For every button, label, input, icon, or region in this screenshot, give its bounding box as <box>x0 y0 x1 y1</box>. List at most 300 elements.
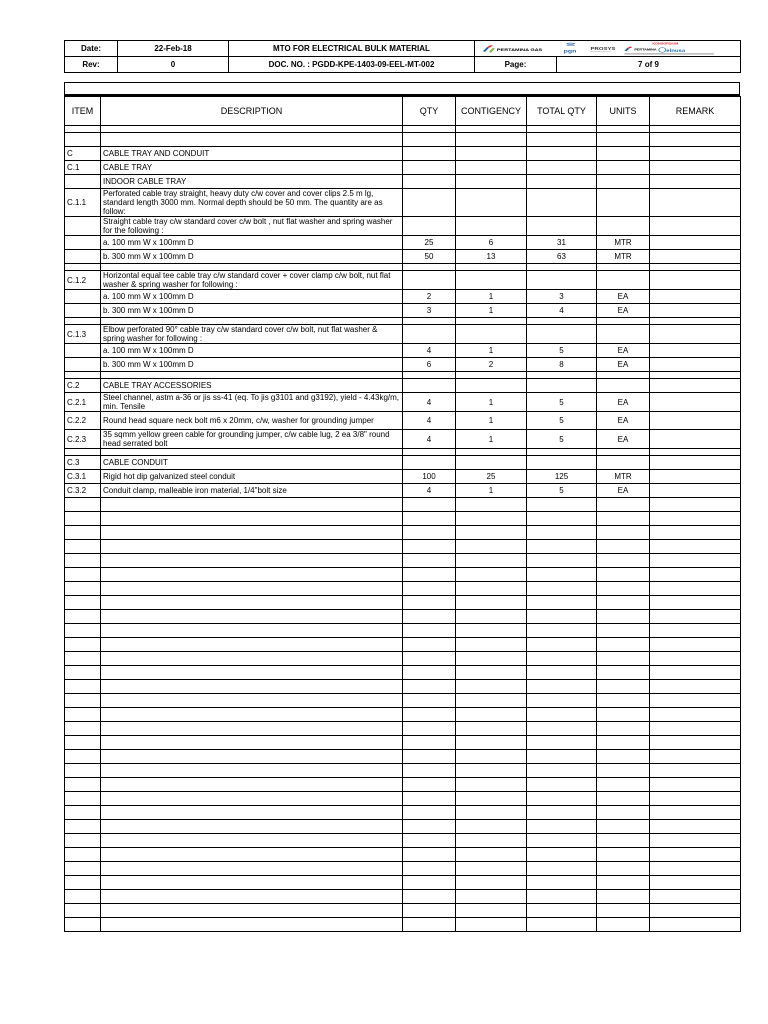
total-qty-cell <box>527 918 597 932</box>
total-qty-cell <box>527 624 597 638</box>
contigency-cell <box>456 862 527 876</box>
item-cell <box>65 624 101 638</box>
units-cell: EA <box>597 484 650 498</box>
description-cell: a. 100 mm W x 100mm D <box>101 236 403 250</box>
prosys-text: PROSYS <box>590 46 616 52</box>
table-row <box>65 189 741 217</box>
units-cell <box>597 736 650 750</box>
total-qty-cell: 125 <box>527 470 597 484</box>
item-cell <box>65 568 101 582</box>
contigency-cell <box>456 161 527 175</box>
qty-cell <box>403 596 456 610</box>
total-qty-cell <box>527 652 597 666</box>
remark-cell <box>650 848 741 862</box>
blank-row <box>65 666 741 680</box>
contigency-cell <box>456 189 527 217</box>
table-row <box>65 325 741 344</box>
description-cell: a. 100 mm W x 100mm D <box>101 290 403 304</box>
blank-row <box>65 133 741 147</box>
blank-row <box>65 778 741 792</box>
table-row <box>65 304 741 318</box>
qty-cell: 50 <box>403 250 456 264</box>
col-header-contigency: CONTIGENCY <box>456 97 527 126</box>
blank-row <box>65 918 741 932</box>
remark-cell <box>650 722 741 736</box>
contigency-cell <box>456 890 527 904</box>
remark-cell <box>650 764 741 778</box>
description-cell <box>101 498 403 512</box>
qty-cell <box>403 175 456 189</box>
qty-cell: 2 <box>403 290 456 304</box>
description-cell <box>101 666 403 680</box>
units-cell <box>597 708 650 722</box>
remark-cell <box>650 876 741 890</box>
units-cell: EA <box>597 412 650 430</box>
description-cell: Conduit clamp, malleable iron material, 1/4"bolt size <box>101 484 403 498</box>
total-qty-cell: 31 <box>527 236 597 250</box>
description-cell: CABLE TRAY AND CONDUIT <box>101 147 403 161</box>
units-cell <box>597 175 650 189</box>
rev-value: 0 <box>118 57 229 73</box>
blank-row <box>65 624 741 638</box>
blank-row <box>65 750 741 764</box>
pertamina-gas-logo <box>483 45 542 53</box>
document-number: DOC. NO. : PGDD-KPE-1403-09-EEL-MT-002 <box>229 57 475 73</box>
qty-cell <box>403 318 456 325</box>
units-cell <box>597 652 650 666</box>
qty-cell <box>403 680 456 694</box>
remark-cell <box>650 652 741 666</box>
contigency-cell: 1 <box>456 393 527 412</box>
blank-row <box>65 904 741 918</box>
total-qty-cell <box>527 133 597 147</box>
contigency-cell <box>456 708 527 722</box>
description-cell: Horizontal equal tee cable tray c/w standard cover + cover clamp c/w bolt, nut flat washer & spring washer for following : <box>101 271 403 290</box>
contigency-cell <box>456 512 527 526</box>
qty-cell <box>403 624 456 638</box>
remark-cell <box>650 318 741 325</box>
total-qty-cell <box>527 834 597 848</box>
item-cell <box>65 806 101 820</box>
total-qty-cell <box>527 694 597 708</box>
units-cell <box>597 568 650 582</box>
item-cell <box>65 694 101 708</box>
item-cell <box>65 862 101 876</box>
remark-cell <box>650 554 741 568</box>
qty-cell <box>403 271 456 290</box>
blank-row <box>65 680 741 694</box>
contigency-cell <box>456 379 527 393</box>
units-cell <box>597 918 650 932</box>
contigency-cell <box>456 582 527 596</box>
remark-cell <box>650 344 741 358</box>
description-cell <box>101 722 403 736</box>
units-cell <box>597 372 650 379</box>
qty-cell <box>403 126 456 133</box>
units-cell <box>597 379 650 393</box>
blank-row <box>65 610 741 624</box>
remark-cell <box>650 264 741 271</box>
total-qty-cell: 5 <box>527 344 597 358</box>
description-cell <box>101 652 403 666</box>
units-cell <box>597 834 650 848</box>
qty-cell <box>403 372 456 379</box>
contigency-cell: 1 <box>456 430 527 449</box>
total-qty-cell <box>527 596 597 610</box>
description-cell <box>101 806 403 820</box>
units-cell <box>597 217 650 236</box>
contigency-cell <box>456 638 527 652</box>
col-header-units: UNITS <box>597 97 650 126</box>
item-cell <box>65 175 101 189</box>
qty-cell <box>403 610 456 624</box>
total-qty-cell <box>527 325 597 344</box>
item-cell <box>65 708 101 722</box>
qty-cell <box>403 904 456 918</box>
item-cell: C.2.1 <box>65 393 101 412</box>
remark-cell <box>650 736 741 750</box>
total-qty-cell <box>527 680 597 694</box>
total-qty-cell <box>527 862 597 876</box>
material-table <box>64 96 741 932</box>
item-cell: C.3.1 <box>65 470 101 484</box>
units-cell <box>597 596 650 610</box>
contigency-cell <box>456 133 527 147</box>
total-qty-cell <box>527 610 597 624</box>
total-qty-cell: 63 <box>527 250 597 264</box>
blank-row <box>65 890 741 904</box>
qty-cell <box>403 806 456 820</box>
item-cell <box>65 582 101 596</box>
units-cell <box>597 764 650 778</box>
units-cell: EA <box>597 290 650 304</box>
qty-cell <box>403 498 456 512</box>
contigency-cell <box>456 764 527 778</box>
remark-cell <box>650 271 741 290</box>
item-cell <box>65 250 101 264</box>
qty-cell <box>403 325 456 344</box>
contigency-cell: 13 <box>456 250 527 264</box>
blank-row <box>65 820 741 834</box>
description-cell <box>101 708 403 722</box>
total-qty-cell: 5 <box>527 393 597 412</box>
description-cell <box>101 554 403 568</box>
blank-row <box>65 498 741 512</box>
total-qty-cell <box>527 498 597 512</box>
qty-cell: 25 <box>403 236 456 250</box>
description-cell <box>101 694 403 708</box>
remark-cell <box>650 596 741 610</box>
item-cell <box>65 820 101 834</box>
units-cell <box>597 904 650 918</box>
units-cell <box>597 540 650 554</box>
contigency-cell <box>456 456 527 470</box>
total-qty-cell: 5 <box>527 430 597 449</box>
blank-row <box>65 722 741 736</box>
item-cell <box>65 372 101 379</box>
description-cell <box>101 568 403 582</box>
qty-cell <box>403 764 456 778</box>
description-cell <box>101 372 403 379</box>
contigency-cell: 2 <box>456 358 527 372</box>
contigency-cell <box>456 876 527 890</box>
blank-row <box>65 694 741 708</box>
qty-cell: 3 <box>403 304 456 318</box>
description-cell: Round head square neck bolt m6 x 20mm, c/w, washer for grounding jumper <box>101 412 403 430</box>
item-cell <box>65 848 101 862</box>
units-cell <box>597 862 650 876</box>
contigency-cell: 25 <box>456 470 527 484</box>
item-cell <box>65 680 101 694</box>
description-cell: 35 sqmm yellow green cable for grounding jumper, c/w cable lug, 2 ea 3/8" round head serrated bolt <box>101 430 403 449</box>
blank-row <box>65 652 741 666</box>
blank-row <box>65 554 741 568</box>
remark-cell <box>650 862 741 876</box>
contigency-cell <box>456 652 527 666</box>
total-qty-cell <box>527 372 597 379</box>
qty-cell <box>403 778 456 792</box>
units-cell: EA <box>597 430 650 449</box>
table-row <box>65 236 741 250</box>
contigency-cell <box>456 610 527 624</box>
description-cell <box>101 540 403 554</box>
contigency-cell: 1 <box>456 412 527 430</box>
blank-row <box>65 449 741 456</box>
total-qty-cell <box>527 848 597 862</box>
pgn-logo <box>564 43 577 54</box>
contigency-cell <box>456 792 527 806</box>
table-row <box>65 484 741 498</box>
total-qty-cell <box>527 568 597 582</box>
remark-cell <box>650 540 741 554</box>
blank-row <box>65 264 741 271</box>
qty-cell: 4 <box>403 412 456 430</box>
total-qty-cell <box>527 904 597 918</box>
description-cell: CABLE CONDUIT <box>101 456 403 470</box>
units-cell <box>597 554 650 568</box>
total-qty-cell <box>527 379 597 393</box>
qty-cell: 4 <box>403 430 456 449</box>
contigency-cell <box>456 736 527 750</box>
total-qty-cell <box>527 736 597 750</box>
units-cell <box>597 318 650 325</box>
remark-cell <box>650 498 741 512</box>
units-cell: MTR <box>597 250 650 264</box>
item-cell: C.2 <box>65 379 101 393</box>
remark-cell <box>650 526 741 540</box>
description-cell <box>101 862 403 876</box>
qty-cell <box>403 750 456 764</box>
description-cell <box>101 318 403 325</box>
total-qty-cell <box>527 750 597 764</box>
total-qty-cell <box>527 820 597 834</box>
rev-label: Rev: <box>65 57 118 73</box>
total-qty-cell <box>527 778 597 792</box>
contigency-cell <box>456 624 527 638</box>
description-cell <box>101 792 403 806</box>
item-cell: C.3 <box>65 456 101 470</box>
qty-cell <box>403 554 456 568</box>
item-cell: C.1.1 <box>65 189 101 217</box>
blank-row <box>65 806 741 820</box>
contigency-cell <box>456 554 527 568</box>
item-cell <box>65 512 101 526</box>
item-cell <box>65 498 101 512</box>
contigency-cell <box>456 834 527 848</box>
col-header-total-qty: TOTAL QTY <box>527 97 597 126</box>
description-cell <box>101 264 403 271</box>
units-cell <box>597 750 650 764</box>
qty-cell <box>403 147 456 161</box>
remark-cell <box>650 568 741 582</box>
remark-cell <box>650 379 741 393</box>
item-cell <box>65 722 101 736</box>
qty-cell: 4 <box>403 484 456 498</box>
remark-cell <box>650 820 741 834</box>
table-row <box>65 430 741 449</box>
qty-cell <box>403 133 456 147</box>
table-row <box>65 393 741 412</box>
item-cell: C.2.2 <box>65 412 101 430</box>
item-cell: C.1.2 <box>65 271 101 290</box>
qty-cell <box>403 652 456 666</box>
table-row <box>65 147 741 161</box>
elnusa-text: elnusa <box>666 48 686 54</box>
remark-cell <box>650 778 741 792</box>
total-qty-cell <box>527 876 597 890</box>
blank-row <box>65 638 741 652</box>
item-cell: C.2.3 <box>65 430 101 449</box>
description-cell <box>101 736 403 750</box>
description-cell <box>101 610 403 624</box>
description-cell <box>101 596 403 610</box>
remark-cell <box>650 834 741 848</box>
remark-cell <box>650 624 741 638</box>
qty-cell <box>403 792 456 806</box>
qty-cell <box>403 862 456 876</box>
description-cell: Rigid hot dip galvanized steel conduit <box>101 470 403 484</box>
blank-row <box>65 596 741 610</box>
qty-cell <box>403 449 456 456</box>
units-cell <box>597 610 650 624</box>
units-cell <box>597 271 650 290</box>
contigency-cell <box>456 568 527 582</box>
contigency-cell <box>456 264 527 271</box>
units-cell <box>597 694 650 708</box>
total-qty-cell <box>527 792 597 806</box>
item-cell <box>65 596 101 610</box>
qty-cell: 4 <box>403 344 456 358</box>
contigency-cell <box>456 778 527 792</box>
header-separator <box>64 82 740 96</box>
description-cell <box>101 848 403 862</box>
remark-cell <box>650 750 741 764</box>
description-cell <box>101 582 403 596</box>
qty-cell <box>403 526 456 540</box>
table-row <box>65 379 741 393</box>
item-cell <box>65 304 101 318</box>
units-cell <box>597 126 650 133</box>
item-cell: C.1.3 <box>65 325 101 344</box>
units-cell <box>597 722 650 736</box>
item-cell <box>65 918 101 932</box>
item-cell <box>65 792 101 806</box>
qty-cell <box>403 568 456 582</box>
total-qty-cell: 4 <box>527 304 597 318</box>
units-cell <box>597 449 650 456</box>
description-cell <box>101 904 403 918</box>
blank-row <box>65 708 741 722</box>
page-label: Page: <box>475 57 557 73</box>
units-cell: MTR <box>597 236 650 250</box>
qty-cell <box>403 217 456 236</box>
units-cell <box>597 582 650 596</box>
item-cell <box>65 890 101 904</box>
description-cell <box>101 890 403 904</box>
blank-row <box>65 372 741 379</box>
qty-cell: 4 <box>403 393 456 412</box>
contigency-cell <box>456 918 527 932</box>
col-header-qty: QTY <box>403 97 456 126</box>
description-cell: Perforated cable tray straight, heavy duty c/w cover and cover clips 2.5 m lg, standard length 3000 mm. Normal depth should be 50 mm. The quantity are as follow: <box>101 189 403 217</box>
description-cell: INDOOR CABLE TRAY <box>101 175 403 189</box>
remark-cell <box>650 666 741 680</box>
units-cell <box>597 512 650 526</box>
blank-row <box>65 526 741 540</box>
contigency-cell: 6 <box>456 236 527 250</box>
item-cell <box>65 778 101 792</box>
total-qty-cell <box>527 456 597 470</box>
pgn-text: pgn <box>563 49 577 55</box>
contigency-cell <box>456 147 527 161</box>
units-cell <box>597 189 650 217</box>
remark-cell <box>650 372 741 379</box>
contigency-cell: 1 <box>456 484 527 498</box>
qty-cell <box>403 820 456 834</box>
remark-cell <box>650 250 741 264</box>
description-cell <box>101 526 403 540</box>
units-cell <box>597 876 650 890</box>
contigency-cell <box>456 680 527 694</box>
table-row <box>65 358 741 372</box>
contigency-cell <box>456 666 527 680</box>
total-qty-cell <box>527 638 597 652</box>
qty-cell <box>403 890 456 904</box>
col-header-item: ITEM <box>65 97 101 126</box>
prosys-logo <box>591 47 617 52</box>
units-cell <box>597 680 650 694</box>
remark-cell <box>650 175 741 189</box>
item-cell <box>65 236 101 250</box>
qty-cell <box>403 918 456 932</box>
contigency-cell <box>456 175 527 189</box>
blank-row <box>65 764 741 778</box>
document-header <box>64 40 741 73</box>
blank-row <box>65 848 741 862</box>
remark-cell <box>650 680 741 694</box>
remark-cell <box>650 393 741 412</box>
total-qty-cell <box>527 526 597 540</box>
units-cell <box>597 264 650 271</box>
qty-cell <box>403 694 456 708</box>
date-label: Date: <box>65 41 118 57</box>
units-cell <box>597 624 650 638</box>
description-cell <box>101 512 403 526</box>
qty-cell <box>403 264 456 271</box>
blank-row <box>65 568 741 582</box>
item-cell <box>65 540 101 554</box>
item-cell <box>65 290 101 304</box>
